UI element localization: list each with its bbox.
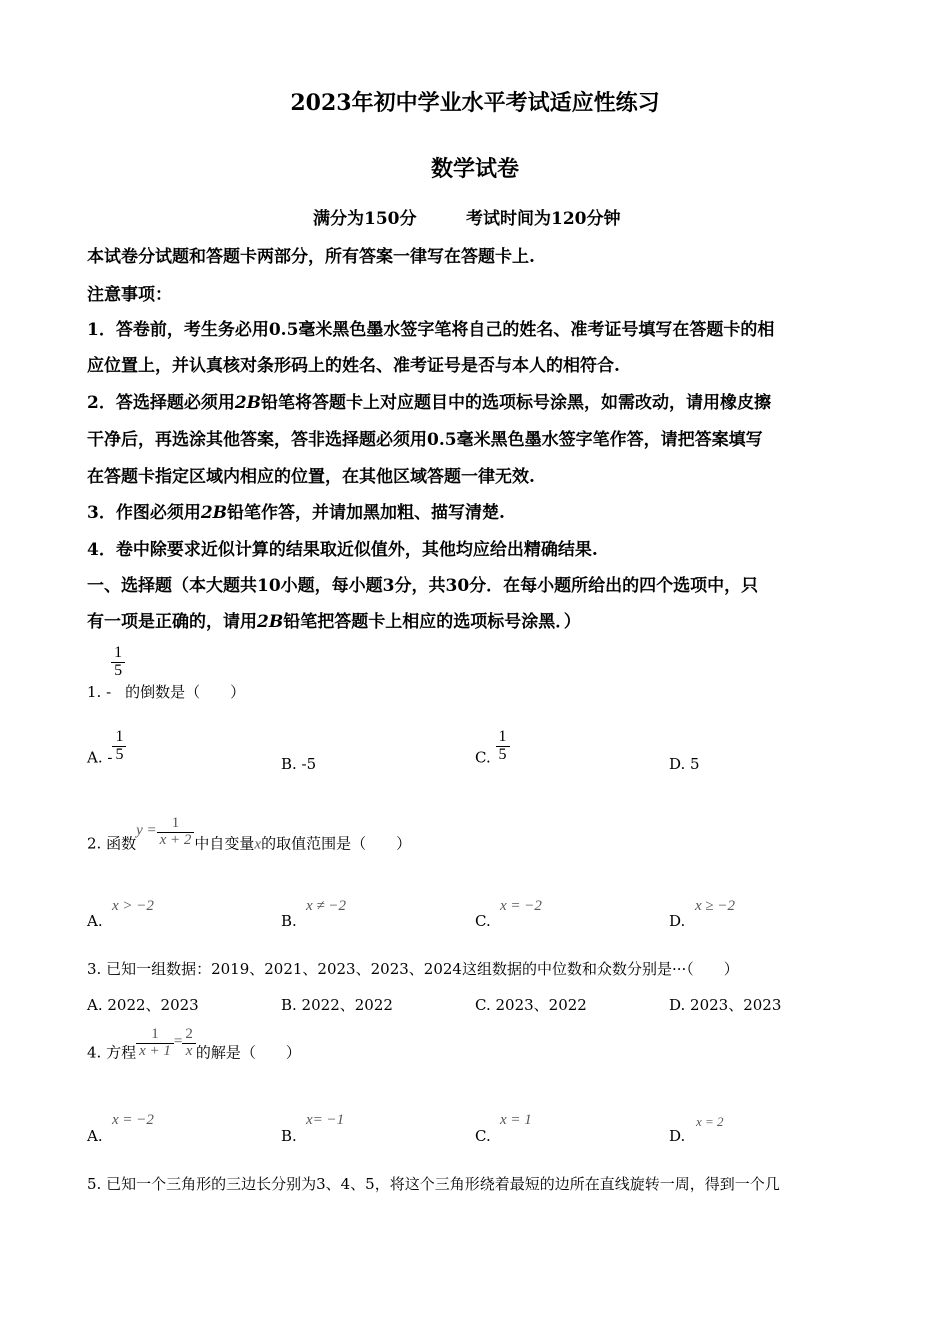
q2-frac-den: x + 2 <box>157 832 195 849</box>
q4-option-d-expr: x = 2 <box>696 1114 724 1129</box>
q2-suffix: 的取值范围是（ ） <box>261 834 412 853</box>
q1-a-num: 1 <box>115 728 124 745</box>
q4-left-fraction <box>136 1027 174 1060</box>
q4-r-den: x <box>182 1043 196 1060</box>
q1-frac-den: 5 <box>111 662 125 680</box>
q4-option-a-expr: x = −2 <box>112 1112 154 1128</box>
question-5: 5. 已知一个三角形的三边长分别为3、4、5，将这个三角形绕着最短的边所在直线旋转一周，得到一个几 <box>87 1175 780 1193</box>
section-1-text-a: 有一项是正确的，请用 <box>87 612 257 632</box>
q4-r-num: 2 <box>185 1026 193 1042</box>
note-2-text-a: 2．答选择题必须用 <box>87 393 235 413</box>
note-3-text-a: 3．作图必须用 <box>87 503 201 523</box>
q3-option-a: A. 2022、2023 <box>87 996 199 1014</box>
q1-option-c <box>475 729 510 766</box>
question-4 <box>87 1027 301 1062</box>
q2-option-c-expr: x = −2 <box>500 898 542 914</box>
q4-option-b-label: B. <box>281 1127 297 1145</box>
q2-option-b-expr: x ≠ −2 <box>306 898 347 914</box>
time-info: 考试时间为120分钟 <box>466 209 621 229</box>
section-1-pencil: 2B <box>257 612 284 632</box>
exam-title: 2023年初中学业水平考试适应性练习 <box>290 90 660 116</box>
q1-option-b: B. -5 <box>281 755 317 773</box>
question-2 <box>87 816 411 853</box>
q2-option-a-label: A. <box>87 912 103 930</box>
q1-a-fraction <box>112 729 126 764</box>
q2-var: x <box>254 836 262 853</box>
q1-a-den: 5 <box>112 746 126 764</box>
q2-option-c-label: C. <box>475 912 491 930</box>
q1-frac-num: 1 <box>114 644 123 661</box>
note-3-pencil: 2B <box>200 503 228 523</box>
section-1-line-2 <box>87 607 581 632</box>
q1-c-den: 5 <box>496 746 510 764</box>
q4-l-den: x + 1 <box>136 1043 174 1060</box>
subject-title: 数学试卷 <box>430 156 519 182</box>
q1-suffix: 的倒数是（ ） <box>125 682 246 701</box>
section-1-text-b: 铅笔把答题卡上相应的选项标号涂黑．） <box>283 612 581 632</box>
q4-option-a-label: A. <box>87 1127 103 1145</box>
q1-option-a <box>87 729 126 766</box>
note-3-line-1 <box>87 498 505 523</box>
q1-c-label: C. <box>475 748 491 767</box>
q4-prefix: 4. 方程 <box>87 1043 137 1062</box>
q1-option-d: D. 5 <box>669 755 700 773</box>
q2-frac-num: 1 <box>171 815 180 831</box>
q2-option-d-label: D. <box>669 912 686 930</box>
q3-option-d: D. 2023、2023 <box>669 996 782 1014</box>
score-info: 满分为150分 <box>313 209 417 229</box>
question-3: 3. 已知一组数据：2019、2021、2023、2023、2024这组数据的中位数和众数分别是···（ ） <box>87 960 739 978</box>
q4-option-c-label: C. <box>475 1127 491 1145</box>
q3-option-b: B. 2022、2022 <box>281 996 393 1014</box>
note-2-line-3: 在答题卡指定区域内相应的位置，在其他区域答题一律无效. <box>87 467 535 487</box>
q2-prefix: 2. 函数 <box>87 834 137 853</box>
q2-option-a-expr: x > −2 <box>112 898 154 914</box>
q3-option-c: C. 2023、2022 <box>475 996 587 1014</box>
note-2-text-b: 铅笔将答题卡上对应题目中的选项标号涂黑，如需改动，请用橡皮擦 <box>261 393 772 413</box>
q4-option-c-expr: x = 1 <box>500 1112 532 1128</box>
q2-option-d-expr: x ≥ −2 <box>695 898 736 914</box>
note-2-line-1 <box>87 388 771 413</box>
note-3-text-b: 铅笔作答，并请加黑加粗、描写清楚. <box>227 503 505 523</box>
q4-suffix: 的解是（ ） <box>195 1043 301 1062</box>
q2-mid: 中自变量 <box>194 834 255 853</box>
note-1-line-2: 应位置上，并认真核对条形码上的姓名、准考证号是否与本人的相符合. <box>87 356 620 376</box>
q1-c-num: 1 <box>498 728 507 745</box>
note-1-line-1: 1．答卷前，考生务必用0.5毫米黑色墨水签字笔将自己的姓名、准考证号填写在答题卡的相 <box>87 320 775 340</box>
intro-text: 本试卷分试题和答题卡两部分，所有答案一律写在答题卡上. <box>87 247 535 267</box>
section-1-line-1: 一、选择题（本大题共10小题，每小题3分，共30分．在每小题所给出的四个选项中，只 <box>87 576 759 596</box>
q4-right-fraction <box>182 1027 196 1060</box>
q1-fraction <box>111 645 125 680</box>
notes-title: 注意事项： <box>87 285 172 305</box>
question-1 <box>87 645 245 702</box>
q2-fraction <box>157 816 195 849</box>
q4-l-num: 1 <box>151 1026 159 1042</box>
q1-a-label: A. - <box>87 748 113 767</box>
q4-equals: = <box>173 1033 183 1050</box>
q2-option-b-label: B. <box>281 912 297 930</box>
q4-option-d-label: D. <box>669 1127 686 1145</box>
q1-c-fraction <box>496 729 510 764</box>
q1-prefix: 1. - <box>87 682 112 701</box>
note-2-line-2: 干净后，再选涂其他答案，答非选择题必须用0.5毫米黑色墨水签字笔作答，请把答案填写 <box>87 430 763 450</box>
q2-lhs: y = <box>136 822 157 839</box>
note-4-line-1: 4．卷中除要求近似计算的结果取近似值外，其他均应给出精确结果. <box>87 540 598 560</box>
q4-option-b-expr: x= −1 <box>306 1112 345 1128</box>
note-2-pencil: 2B <box>234 393 262 413</box>
